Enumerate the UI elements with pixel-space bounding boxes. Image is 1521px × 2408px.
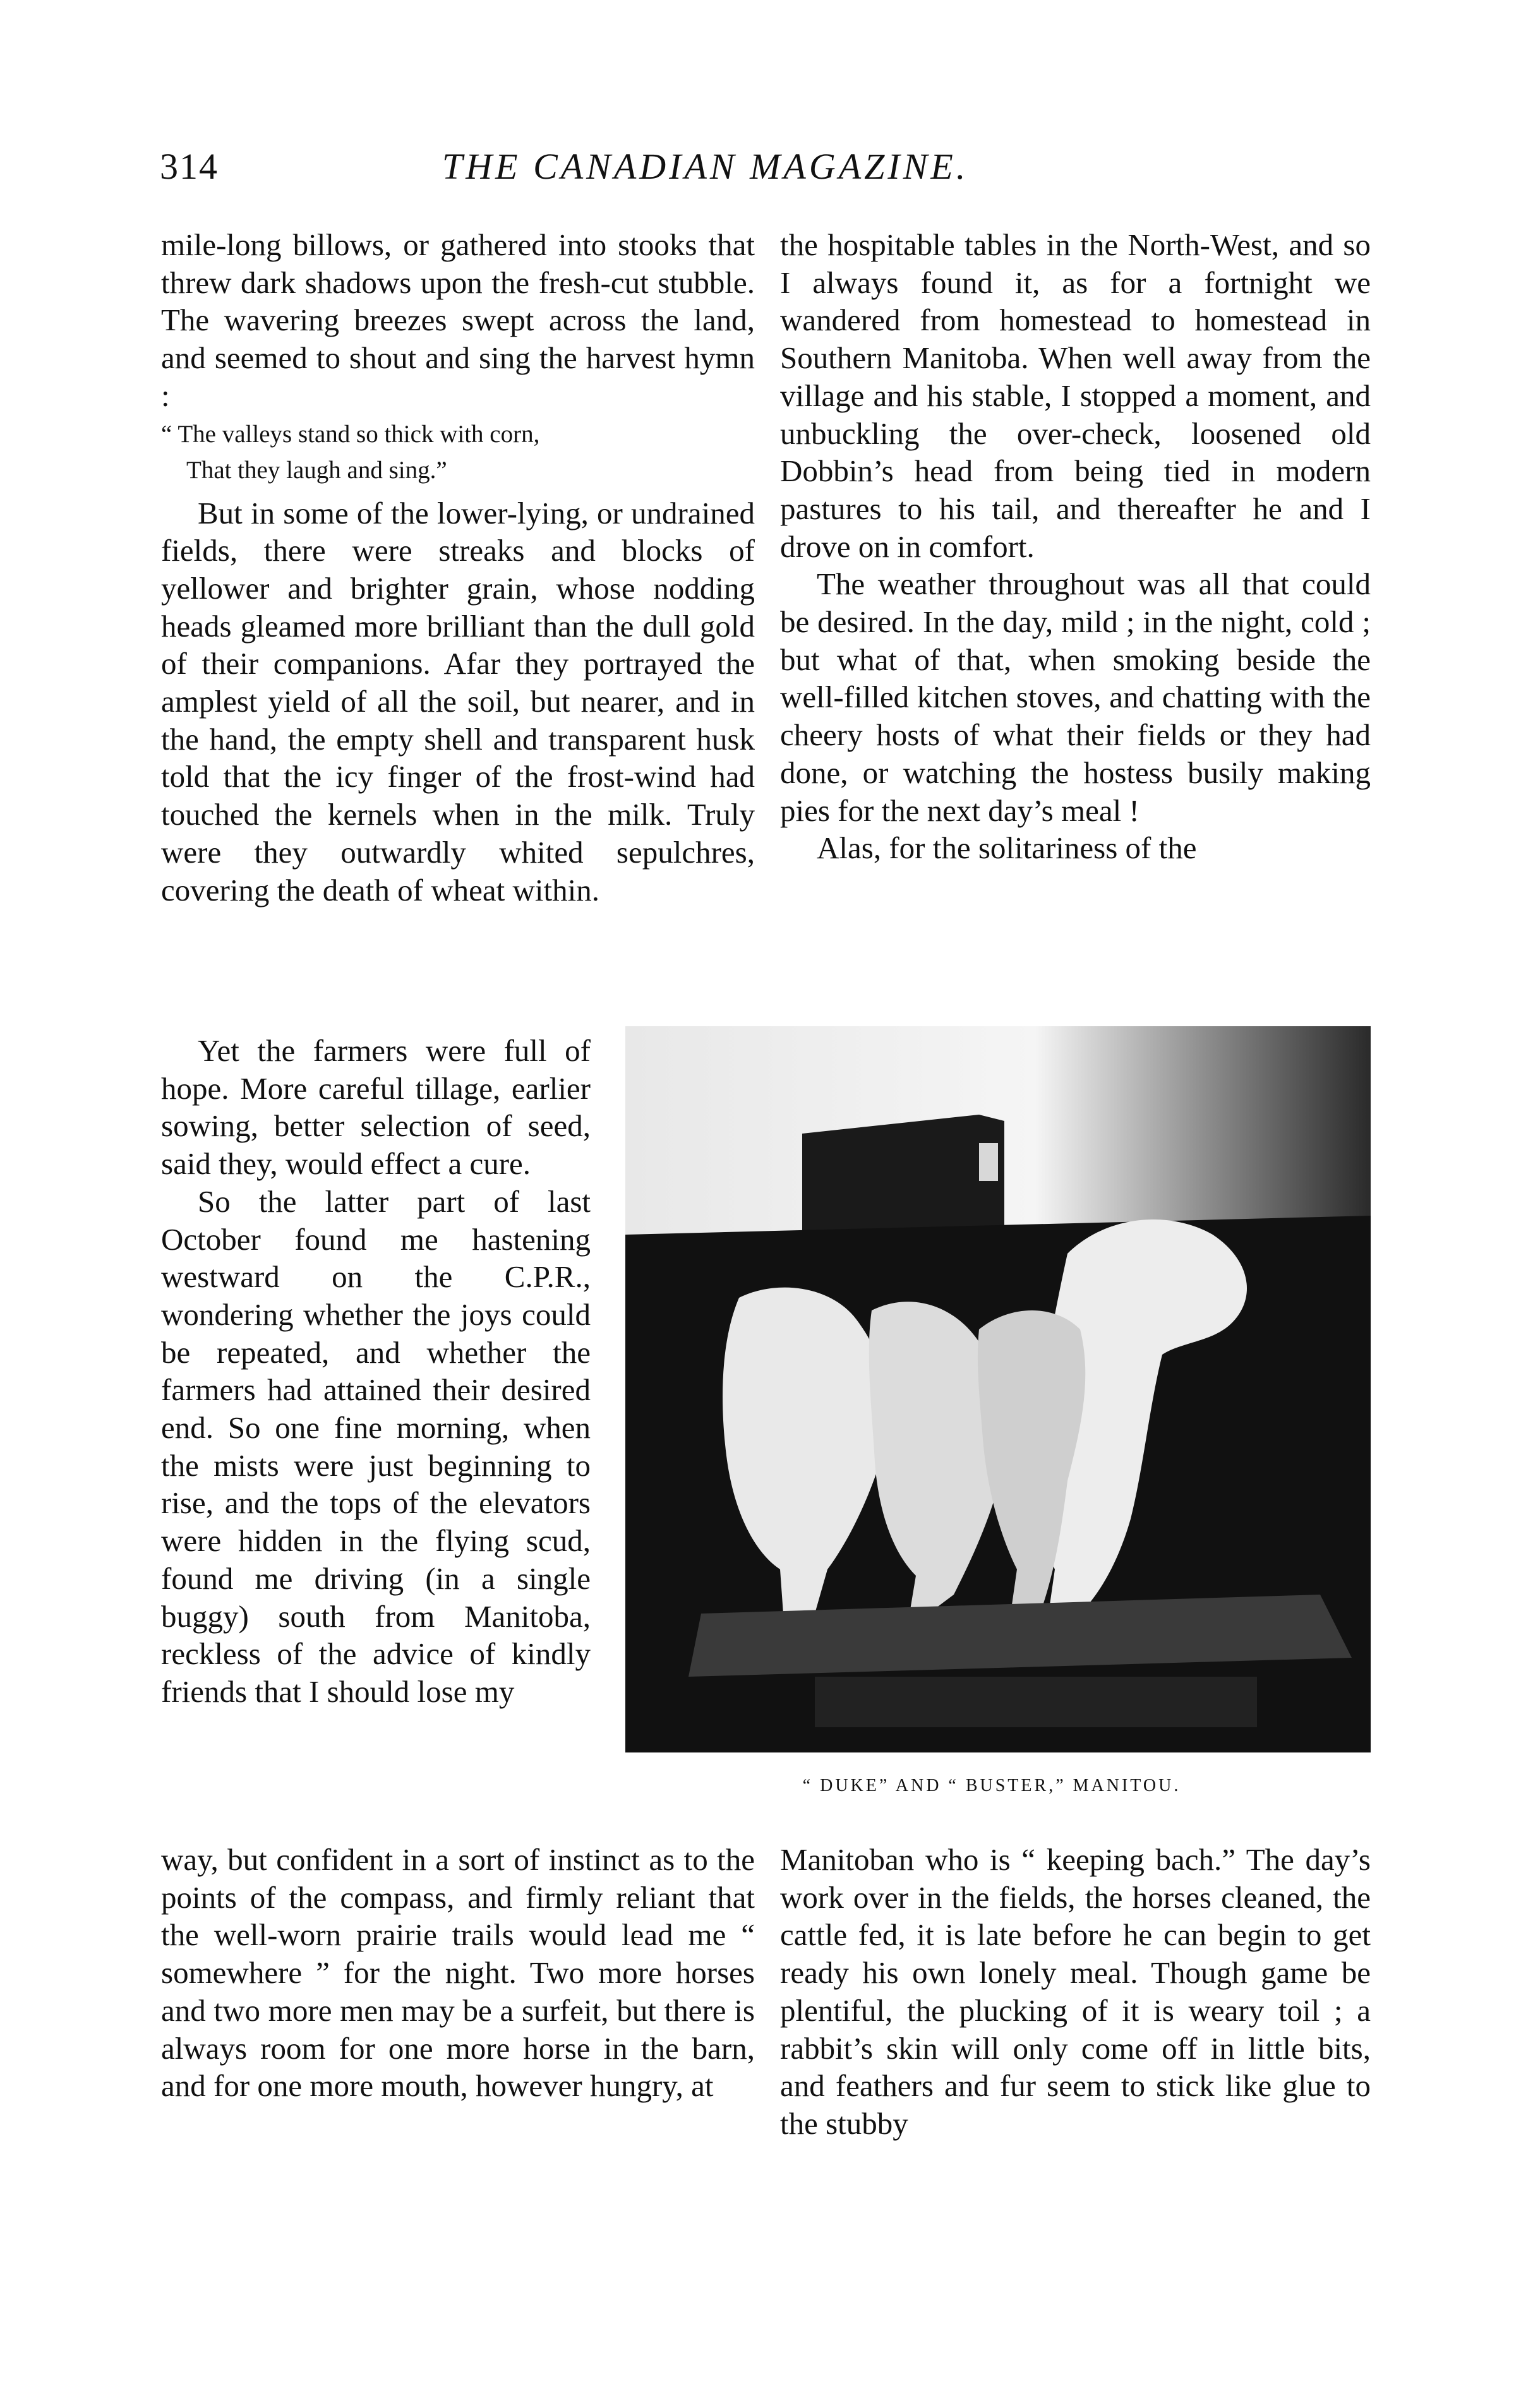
running-header (0, 145, 1521, 202)
left-paragraph-4: So the latter part of last October found me hastening westward on the C.P.R., wondering whether the joys could be repeated, and whether the farmers had attained their desired end. So one fine morning, when the mists were just beginning to rise, and the tops of the elevators were hidden in the flying scud, found me driving (in a single buggy) south from Manitoba, reckless of the advice of kindly friends that I should lose my (161, 1183, 591, 1709)
verse-quote (161, 416, 755, 488)
left-paragraph-1: mile-long billows, or gathered into stooks that threw dark shadows upon the fresh-cut stubble. The wavering breezes swept across the land, and seemed to shout and sing the harvest hymn : (161, 227, 755, 413)
figure-caption: “ DUKE” AND “ BUSTER,” MANITOU. (802, 1776, 1181, 1795)
page-number: 314 (160, 146, 219, 187)
verse-line-2: That they laugh and sing.” (186, 456, 447, 484)
right-column-bottom (780, 1841, 1371, 2143)
dogs-photograph (625, 1026, 1371, 1752)
right-paragraph-3: Alas, for the solitariness of the (817, 830, 1197, 866)
left-paragraph-2: But in some of the lower-lying, or undrained fields, there were streaks and blocks of yellower and brighter grain, whose nodding heads gleamed more brilliant than the dull gold of their companions. Afar they portrayed the amplest yield of all the soil, but nearer, and in the hand, the empty shell and transparent husk told that the icy finger of the frost-wind had touched the kernels when in the milk. Truly were they outwardly whited sepulchres, covering the death of wheat within. (161, 495, 755, 907)
dogs-photograph-figure (625, 1026, 1371, 1752)
magazine-title: THE CANADIAN MAGAZINE. (442, 146, 969, 187)
right-paragraph-4: Manitoban who is “ keeping bach.” The day’s work over in the fields, the horses cleaned, the cattle fed, it is late before he can begin to get ready his own lonely meal. Though game be plentiful, the plucking of it is weary toil ; a rabbit’s skin will only come off in little bits, and feathers and fur seem to stick like glue to the stubby (780, 1842, 1371, 2141)
right-column-top (780, 226, 1371, 867)
right-paragraph-1: the hospitable tables in the North-West, and so I always found it, as for a fortnight we wandered from homestead to homestead in Southern Manitoba. When well away from the village and his stable, I stopped a moment, and unbuckling the over-check, loosened old Dobbin’s head from being tied in modern pastures to his tail, and thereafter he and I drove on in comfort. (780, 227, 1371, 564)
left-paragraph-3: Yet the farmers were full of hope. More careful tillage, earlier sowing, better selection of seed, said they, would effect a cure. (161, 1033, 591, 1182)
verse-line-1: “ The valleys stand so thick with corn, (161, 420, 540, 448)
left-column-top (161, 226, 755, 909)
left-column-wrapped-text (161, 1032, 591, 1711)
left-paragraph-4-continued: way, but confident in a sort of instinct as to the points of the compass, and firmly reliant that the well-worn prairie trails would lead me “ somewhere ” for the night. Two more horses and two more men may be a surfeit, but there is always room for one more horse in the barn, and for one more mouth, however hungry, at (161, 1842, 755, 2104)
left-column-bottom (161, 1841, 755, 2105)
right-paragraph-2: The weather throughout was all that could be desired. In the day, mild ; in the night, cold ; but what of that, when smoking beside the well-filled kitchen stoves, and chatting with the cheery hosts of what their fields or they had done, or watching the hostess busily making pies for the next day’s meal ! (780, 566, 1371, 828)
